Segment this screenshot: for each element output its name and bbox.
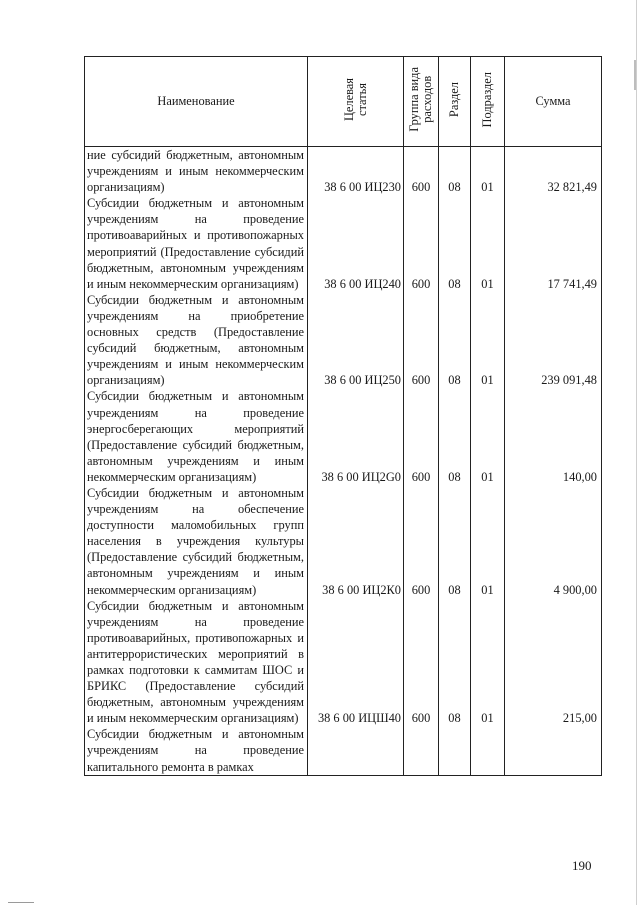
- page-edge-mark: [634, 60, 636, 90]
- table-row: [85, 598, 602, 727]
- header-name-text: Наименование: [157, 94, 235, 108]
- row-expense-group: 600: [404, 195, 439, 292]
- table-row: [85, 726, 602, 775]
- corner-mark: [8, 902, 34, 903]
- row-expense-group: [404, 726, 439, 775]
- table-row: [85, 485, 602, 598]
- header-target-article-text: Целевая статья: [341, 77, 369, 122]
- row-target-article: 38 6 00 ИЦ2К0: [308, 485, 404, 598]
- row-subsection: 01: [471, 147, 505, 196]
- table-row: [85, 388, 602, 485]
- row-expense-group: 600: [404, 485, 439, 598]
- row-target-article: 38 6 00 ИЦ250: [308, 292, 404, 389]
- header-subsection: [471, 57, 505, 147]
- row-section: 08: [439, 598, 471, 727]
- row-expense-group: 600: [404, 292, 439, 389]
- row-target-article: 38 6 00 ИЦ2G0: [308, 388, 404, 485]
- header-section: [439, 57, 471, 147]
- row-name: ние субсидий бюджетным, автономным учреждениям и иным некоммерческим организациям): [85, 147, 308, 196]
- budget-table: [84, 56, 602, 776]
- row-sum: 215,00: [505, 598, 602, 727]
- row-sum: 239 091,48: [505, 292, 602, 389]
- row-section: 08: [439, 292, 471, 389]
- row-target-article: 38 6 00 ИЦШ40: [308, 598, 404, 727]
- header-name: [85, 57, 308, 147]
- row-section: 08: [439, 147, 471, 196]
- row-expense-group: 600: [404, 598, 439, 727]
- header-sum-text: Сумма: [535, 94, 571, 108]
- page-number: 190: [572, 858, 592, 873]
- row-subsection: 01: [471, 485, 505, 598]
- table-row: [85, 147, 602, 196]
- row-sum: 4 900,00: [505, 485, 602, 598]
- table-row: [85, 195, 602, 292]
- row-target-article: 38 6 00 ИЦ240: [308, 195, 404, 292]
- row-name: Субсидии бюджетным и автономным учреждениям на проведение энергосберегающих мероприятий (Предоставление субсидий бюджетным, автономным учреждениям и иным некоммерческим организациям): [85, 388, 308, 485]
- table-header-row: [85, 57, 602, 147]
- row-subsection: [471, 726, 505, 775]
- row-section: 08: [439, 195, 471, 292]
- row-subsection: 01: [471, 388, 505, 485]
- row-sum: 140,00: [505, 388, 602, 485]
- row-sum: 17 741,49: [505, 195, 602, 292]
- row-name: Субсидии бюджетным и автономным учреждениям на проведение противоаварийных, противопожарных и антитеррористических мероприятий в рамках подготовки к саммитам ШОС и БРИКС (Предоставление субсидий бюджетным, автономным учреждениям и иным некоммерческим организациям): [85, 598, 308, 727]
- header-target-article: [308, 57, 404, 147]
- row-subsection: 01: [471, 292, 505, 389]
- header-section-text: Раздел: [447, 81, 461, 118]
- row-name: Субсидии бюджетным и автономным учреждениям на обеспечение доступности маломобильных групп населения в учреждения культуры (Предоставление субсидий бюджетным, автономным учреждениям и иным некоммерческим организациям): [85, 485, 308, 598]
- row-sum: 32 821,49: [505, 147, 602, 196]
- row-target-article: [308, 726, 404, 775]
- row-sum: [505, 726, 602, 775]
- row-name: Субсидии бюджетным и автономным учреждениям на проведение капитального ремонта в рамках: [85, 726, 308, 775]
- header-expense-group-text: Группа вида расходов: [407, 67, 434, 132]
- row-subsection: 01: [471, 195, 505, 292]
- row-expense-group: 600: [404, 147, 439, 196]
- header-subsection-text: Подраздел: [480, 71, 494, 128]
- header-expense-group: [404, 57, 439, 147]
- page-edge-line: [636, 0, 637, 905]
- row-subsection: 01: [471, 598, 505, 727]
- table-row: [85, 292, 602, 389]
- row-name: Субсидии бюджетным и автономным учреждениям на приобретение основных средств (Предоставление субсидий бюджетным, автономным учреждениям и иным некоммерческим организациям): [85, 292, 308, 389]
- row-section: [439, 726, 471, 775]
- row-section: 08: [439, 485, 471, 598]
- header-sum: [505, 57, 602, 147]
- row-target-article: 38 6 00 ИЦ230: [308, 147, 404, 196]
- row-expense-group: 600: [404, 388, 439, 485]
- row-name: Субсидии бюджетным и автономным учреждениям на проведение противоаварийных и противопожарных мероприятий (Предоставление субсидий бюджетным, автономным учреждениям и иным некоммерческим организациям): [85, 195, 308, 292]
- row-section: 08: [439, 388, 471, 485]
